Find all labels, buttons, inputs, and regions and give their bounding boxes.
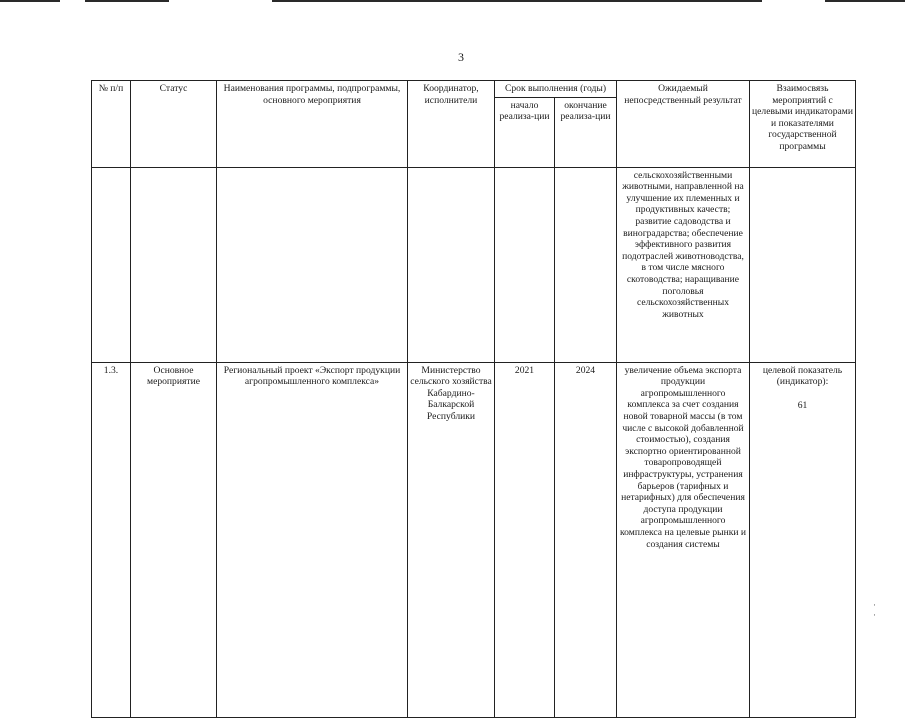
table-header-row bbox=[92, 81, 856, 98]
cell-num: 1.3. bbox=[92, 362, 131, 717]
cell-result: увеличение объема экспорта продукции агропромышленного комплекса за счет создания новой товарной массы (в том числе с высокой добавленной стоимостью), создания экспортно ориентированной товаропроводящей инфраструктуры, устранения барьеров (тарифных и нетарифных) для обеспечения доступа продукции агропромышленного комплекса на целевые рынки и создания системы bbox=[617, 362, 750, 717]
cell-status: Основное мероприятие bbox=[131, 362, 217, 717]
cell-coordinator: Министерство сельского хозяйства Кабардино-Балкарской Республики bbox=[408, 362, 495, 717]
table-row bbox=[92, 362, 856, 717]
header-coordinator: Координатор, исполнители bbox=[408, 81, 495, 168]
cell-num bbox=[92, 167, 131, 362]
link-indicator-value: 61 bbox=[797, 399, 808, 411]
header-link: Взаимосвязь мероприятий с целевыми индикаторами и показателями государственной программы bbox=[750, 81, 856, 168]
cell-end: 2024 bbox=[555, 362, 617, 717]
link-indicator-title: целевой показатель (индикатор): bbox=[762, 364, 843, 388]
program-table bbox=[91, 80, 856, 718]
header-num: № п/п bbox=[92, 81, 131, 168]
cell-result: сельскохозяйственными животными, направленной на улучшение их племенных и продуктивных качеств; развитие садоводства и виноградарства; обеспечение эффективного развития подотраслей животноводства, в том числе мясного скотоводства; наращивание поголовья сельскохозяйственных животных bbox=[617, 167, 750, 362]
header-period-start: начало реализа-ции bbox=[495, 97, 555, 167]
scan-speck: · bbox=[873, 600, 876, 610]
cell-end bbox=[555, 167, 617, 362]
header-result: Ожидаемый непосредственный результат bbox=[617, 81, 750, 168]
cell-name: Региональный проект «Экспорт продукции агропромышленного комплекса» bbox=[217, 362, 408, 717]
scan-artifact-line bbox=[272, 0, 762, 2]
scan-artifact-line bbox=[0, 0, 60, 2]
cell-start: 2021 bbox=[495, 362, 555, 717]
cell-coordinator bbox=[408, 167, 495, 362]
table-row bbox=[92, 167, 856, 362]
scan-speck: · bbox=[873, 610, 876, 620]
cell-link bbox=[750, 167, 856, 362]
page-number: 3 bbox=[458, 50, 464, 64]
cell-status bbox=[131, 167, 217, 362]
cell-link bbox=[750, 362, 856, 717]
header-name: Наименования программы, подпрограммы, основного мероприятия bbox=[217, 81, 408, 168]
scan-artifact-line bbox=[85, 0, 169, 2]
cell-start bbox=[495, 167, 555, 362]
header-period-end: окончание реализа-ции bbox=[555, 97, 617, 167]
header-status: Статус bbox=[131, 81, 217, 168]
header-period: Срок выполнения (годы) bbox=[495, 81, 617, 98]
cell-name bbox=[217, 167, 408, 362]
scan-artifact-line bbox=[825, 0, 905, 2]
